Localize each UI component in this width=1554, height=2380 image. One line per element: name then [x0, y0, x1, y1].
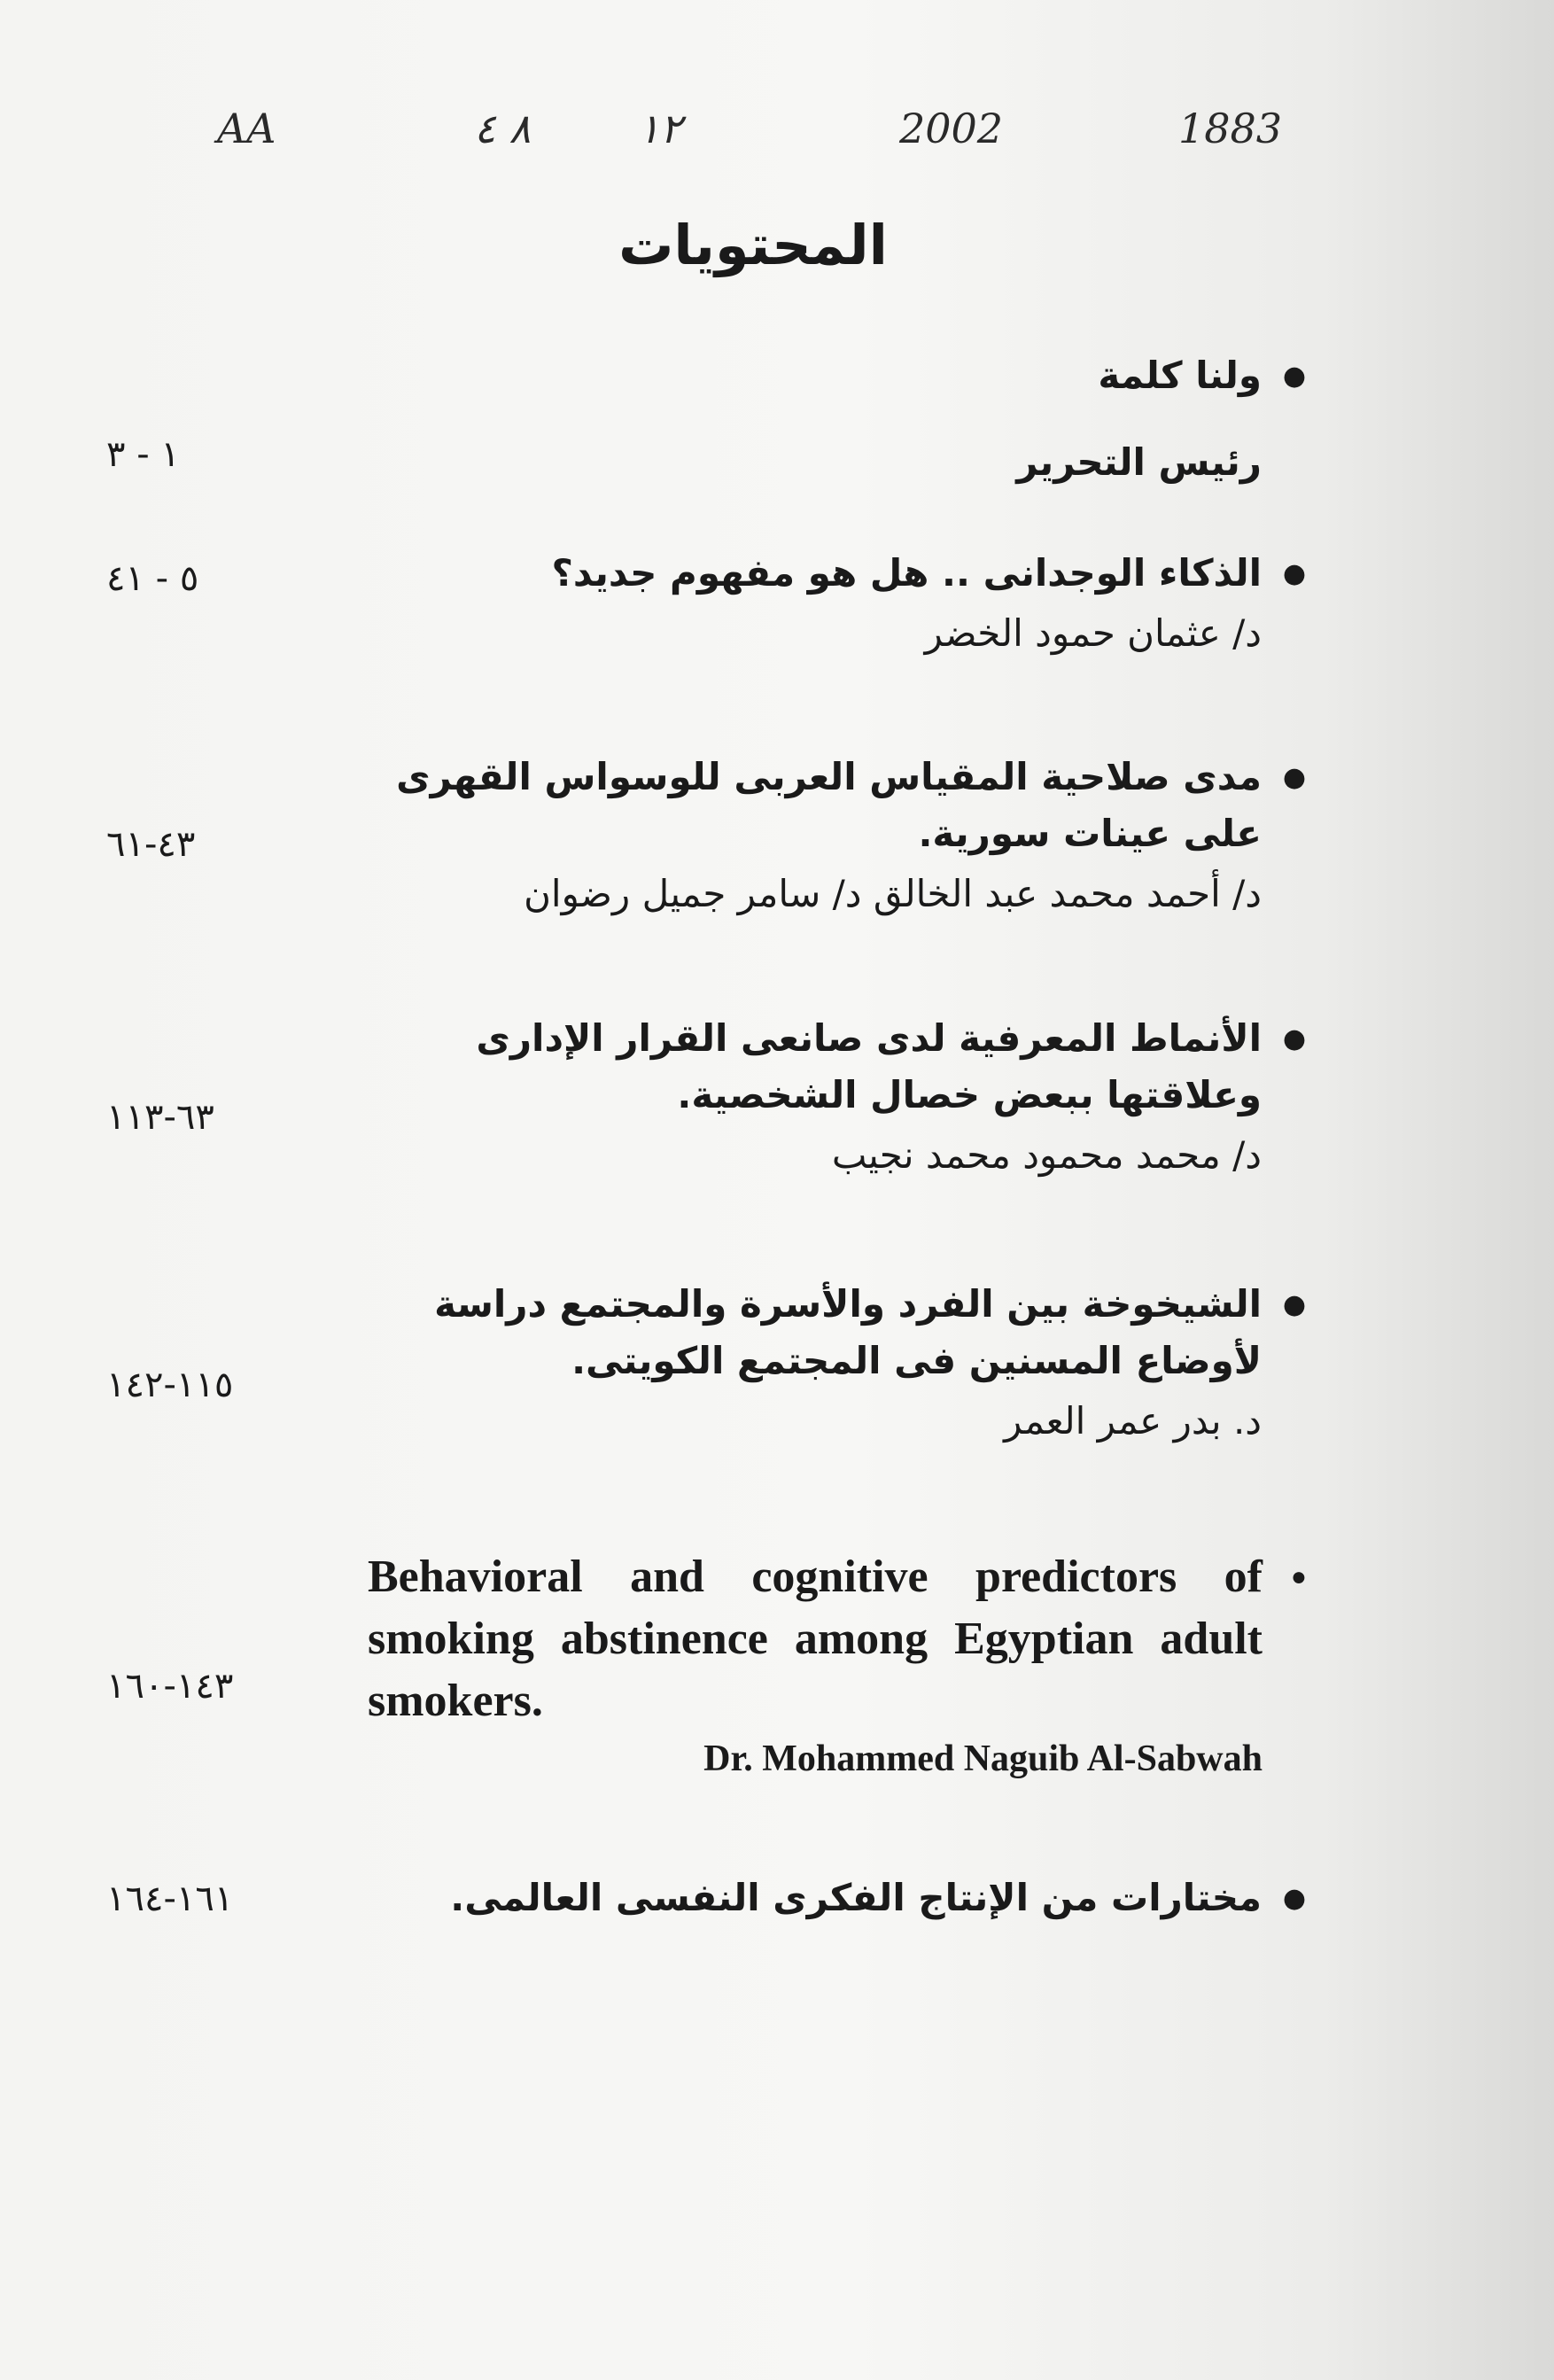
- bullet-icon: ●: [1282, 1289, 1306, 1320]
- toc-entry: [367, 347, 1306, 404]
- handwritten-note-3: ١٢: [638, 105, 682, 152]
- entry-author: د/ عثمان حمود الخضر: [924, 611, 1262, 655]
- entry-title: الشيخوخة بين الفرد والأسرة والمجتمع دراسة لأوضاع المسنين فى المجتمع الكويتى.: [434, 1282, 1262, 1382]
- toc-entry: [367, 1276, 1306, 1450]
- page-title: المحتويات: [618, 213, 888, 277]
- bullet-icon: ●: [1282, 1883, 1306, 1914]
- entry-title: ولنا كلمة: [1098, 354, 1262, 397]
- entry-author: رئيس التحرير: [1016, 440, 1262, 484]
- entry-author: د. بدر عمر العمر: [1004, 1399, 1262, 1443]
- toc-entry: [367, 1870, 1306, 1926]
- entry-author: د/ أحمد محمد عبد الخالق د/ سامر جميل رضوان: [524, 872, 1262, 915]
- entry-title: مختارات من الإنتاج الفكرى النفسى العالمى.: [450, 1876, 1262, 1919]
- entry-pages: ١٦١-١٦٤: [106, 1878, 234, 1919]
- entry-pages: ١٤٣-١٦٠: [106, 1666, 234, 1707]
- entry-pages: ٦٣-١١٣: [106, 1097, 214, 1138]
- bullet-icon: ●: [1282, 1023, 1306, 1054]
- toc-entry: [368, 1546, 1307, 1780]
- entry-pages: ١١٥-١٤٢: [106, 1365, 234, 1405]
- entry-title: Behavioral and cognitive predictors of smoking abstinence among Egyptian adult smokers.: [368, 1552, 1263, 1726]
- bullet-icon: ●: [1282, 558, 1306, 589]
- handwritten-note-4: 2002: [899, 105, 1004, 152]
- entry-title: الذكاء الوجدانى .. هل هو مفهوم جديد؟: [551, 551, 1262, 595]
- entry-pages: ٥ - ٤١: [106, 558, 199, 599]
- handwritten-note-2: ٨ ٤: [474, 105, 532, 152]
- entry-pages: ١ - ٣: [106, 434, 180, 475]
- handwritten-note-1: AA: [217, 105, 276, 152]
- bullet-icon: ●: [1282, 762, 1306, 793]
- handwritten-note-5: 1883: [1178, 105, 1283, 152]
- entry-author: Dr. Mohammed Naguib Al-Sabwah: [703, 1738, 1263, 1779]
- toc-entry: [367, 545, 1306, 662]
- toc-entry: [367, 749, 1306, 922]
- toc-entry: [367, 1010, 1306, 1184]
- toc-entry-author: [367, 431, 1262, 491]
- entry-pages: ٤٣-٦١: [106, 824, 196, 865]
- entry-title: مدى صلاحية المقياس العربى للوسواس القهرى على عينات سورية.: [396, 755, 1262, 855]
- bullet-icon: ●: [1290, 1562, 1307, 1591]
- bullet-icon: ●: [1282, 361, 1306, 392]
- entry-title: الأنماط المعرفية لدى صانعى القرار الإدارى وعلاقتها ببعض خصال الشخصية.: [476, 1016, 1262, 1116]
- entry-author: د/ محمد محمود محمد نجيب: [831, 1133, 1262, 1177]
